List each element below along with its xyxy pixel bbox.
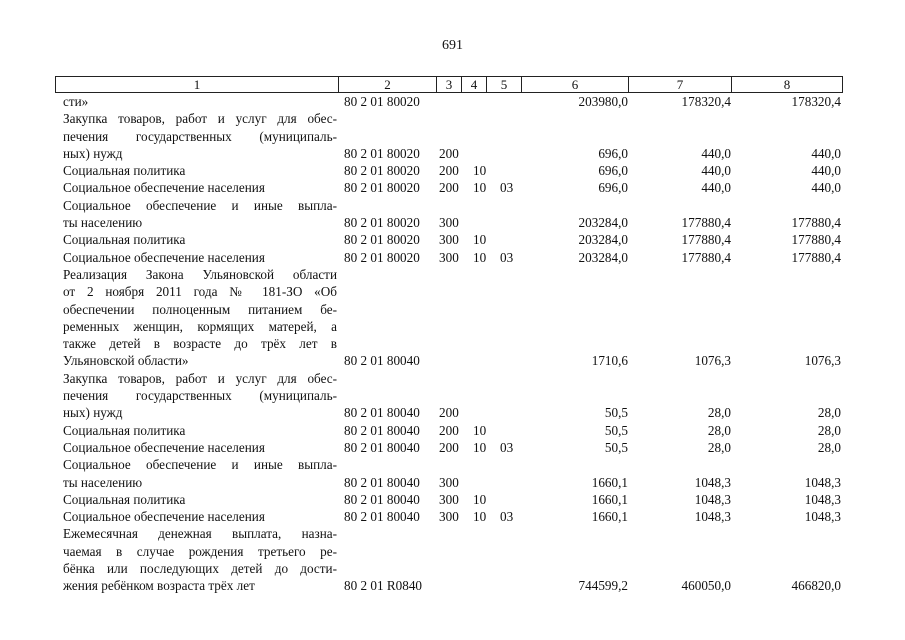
row-name [55, 266, 337, 370]
row-code: 80 2 01 80040 [344, 353, 420, 369]
row-value-col6: 1660,1 [591, 509, 628, 525]
row-value-col8: 177880,4 [791, 232, 841, 248]
table-header-row [55, 76, 843, 93]
row-value-col7: 440,0 [701, 163, 731, 179]
row-name [55, 197, 337, 232]
table-row [55, 439, 843, 456]
header-col-5: 5 [487, 77, 522, 92]
row-name-line: Социальная политика [63, 491, 186, 507]
row-code: 80 2 01 R0840 [344, 578, 423, 594]
header-col-7: 7 [629, 77, 732, 92]
row-value-col8: 1076,3 [804, 353, 841, 369]
row-value-col7: 460050,0 [681, 578, 731, 594]
row-value-col7: 440,0 [701, 180, 731, 196]
row-name-line: Социальное обеспечение населения [63, 180, 265, 196]
row-value-col8: 440,0 [811, 163, 841, 179]
row-value-col7: 1048,3 [694, 474, 731, 490]
row-value-col8: 440,0 [811, 145, 841, 161]
row-value-col7: 28,0 [707, 439, 731, 455]
row-expense-type: 300 [439, 509, 459, 525]
row-code: 80 2 01 80040 [344, 439, 420, 455]
row-expense-type: 300 [439, 232, 459, 248]
row-value-col8: 1048,3 [804, 509, 841, 525]
row-value-col8: 28,0 [817, 439, 841, 455]
row-subsection: 03 [500, 439, 514, 455]
row-name-line: Социальное обеспечение населения [63, 439, 265, 455]
row-value-col7: 177880,4 [681, 215, 731, 231]
header-col-3: 3 [437, 77, 462, 92]
row-name-line: ременных женщин, кормящих матерей, а [63, 318, 337, 334]
row-name [55, 179, 337, 196]
row-value-col6: 50,5 [604, 422, 628, 438]
row-name-line: Социальная политика [63, 232, 186, 248]
row-value-col6: 203980,0 [578, 94, 628, 109]
row-value-col7: 28,0 [707, 405, 731, 421]
row-code: 80 2 01 80040 [344, 405, 420, 421]
row-name-line: ты населению [63, 215, 143, 231]
row-name-line: ных) нужд [63, 405, 123, 421]
row-section: 10 [473, 163, 487, 179]
row-name-line: Закупка товаров, работ и услуг для обес- [63, 111, 337, 127]
table-row [55, 266, 843, 370]
row-code: 80 2 01 80020 [344, 94, 420, 109]
row-section: 10 [473, 232, 487, 248]
row-value-col6: 744599,2 [578, 578, 628, 594]
row-value-col6: 1710,6 [591, 353, 628, 369]
row-name [55, 508, 337, 525]
row-subsection: 03 [500, 509, 514, 525]
header-col-2: 2 [339, 77, 437, 92]
table-row [55, 370, 843, 422]
row-value-col8: 466820,0 [791, 578, 841, 594]
row-name-line: печения государственных (муниципаль- [63, 128, 337, 144]
header-col-8: 8 [783, 77, 791, 92]
row-value-col7: 177880,4 [681, 249, 731, 265]
row-value-col7: 440,0 [701, 145, 731, 161]
row-code: 80 2 01 80020 [344, 249, 420, 265]
row-name-line: Закупка товаров, работ и услуг для обес- [63, 370, 337, 386]
row-name-line: Социальное обеспечение населения [63, 249, 265, 265]
budget-table [55, 76, 843, 595]
row-expense-type: 300 [439, 215, 459, 231]
row-section: 10 [473, 249, 487, 265]
row-value-col6: 696,0 [598, 145, 628, 161]
row-code: 80 2 01 80020 [344, 232, 420, 248]
table-body [55, 93, 843, 595]
row-code: 80 2 01 80020 [344, 180, 420, 196]
row-expense-type: 300 [439, 249, 459, 265]
row-name [55, 439, 337, 456]
row-section: 10 [473, 491, 487, 507]
row-section: 10 [473, 180, 487, 196]
row-name-line: Социальное обеспечение и иные выпла- [63, 197, 337, 213]
row-value-col6: 696,0 [598, 180, 628, 196]
row-name-line: жения ребёнком возраста трёх лет [63, 578, 255, 594]
row-value-col8: 1048,3 [804, 474, 841, 490]
row-name-line: ты населению [63, 474, 143, 490]
row-name [55, 162, 337, 179]
row-name-line: также детей в возрасте до трёх лет в [63, 336, 337, 352]
row-section: 10 [473, 509, 487, 525]
table-row [55, 179, 843, 196]
table-row [55, 456, 843, 491]
table-row [55, 110, 843, 162]
page-number: 691 [442, 38, 463, 53]
row-value-col8: 178320,4 [791, 94, 841, 109]
row-value-col7: 1048,3 [694, 491, 731, 507]
row-name-line: ных) нужд [63, 145, 123, 161]
row-expense-type: 200 [439, 145, 459, 161]
row-code: 80 2 01 80040 [344, 474, 420, 490]
row-expense-type: 200 [439, 405, 459, 421]
row-value-col7: 1076,3 [694, 353, 731, 369]
row-name-line: Социальная политика [63, 422, 186, 438]
row-name [55, 491, 337, 508]
row-code: 80 2 01 80020 [344, 215, 420, 231]
row-name-line: Ежемесячная денежная выплата, назна- [63, 526, 337, 542]
row-section: 10 [473, 422, 487, 438]
row-value-col8: 177880,4 [791, 249, 841, 265]
row-name-line: печения государственных (муниципаль- [63, 388, 337, 404]
row-expense-type: 200 [439, 163, 459, 179]
row-value-col8: 177880,4 [791, 215, 841, 231]
row-name-line: Социальное обеспечение и иные выпла- [63, 457, 337, 473]
row-value-col6: 696,0 [598, 163, 628, 179]
row-value-col7: 177880,4 [681, 232, 731, 248]
row-value-col8: 1048,3 [804, 491, 841, 507]
row-value-col6: 1660,1 [591, 491, 628, 507]
row-expense-type: 300 [439, 474, 459, 490]
table-row [55, 525, 843, 594]
row-code: 80 2 01 80040 [344, 509, 420, 525]
row-name-line: обеспечении полноценным питанием бе- [63, 301, 337, 317]
row-value-col7: 28,0 [707, 422, 731, 438]
header-col-1: 1 [56, 77, 339, 92]
row-name-line: сти» [63, 94, 89, 109]
row-section: 10 [473, 439, 487, 455]
row-value-col8: 440,0 [811, 180, 841, 196]
row-value-col8: 28,0 [817, 405, 841, 421]
table-row [55, 422, 843, 439]
row-name-line: Реализация Закона Ульяновской области [63, 266, 337, 282]
row-name [55, 456, 337, 491]
row-name-line: от 2 ноября 2011 года № 181-ЗО «Об [63, 284, 337, 300]
table-row [55, 197, 843, 232]
table-row [55, 231, 843, 248]
row-value-col6: 50,5 [604, 405, 628, 421]
row-value-col7: 178320,4 [681, 94, 731, 109]
row-value-col8: 28,0 [817, 422, 841, 438]
row-value-col6: 203284,0 [578, 249, 628, 265]
row-value-col6: 1660,1 [591, 474, 628, 490]
row-name-line: Ульяновской области» [63, 353, 189, 369]
header-col-4: 4 [462, 77, 487, 92]
row-name-line: Социальное обеспечение населения [63, 509, 265, 525]
row-value-col6: 50,5 [604, 439, 628, 455]
row-code: 80 2 01 80040 [344, 491, 420, 507]
row-name [55, 93, 337, 110]
row-code: 80 2 01 80020 [344, 145, 420, 161]
row-name [55, 110, 337, 162]
row-name [55, 249, 337, 266]
row-name-line: чаемая в случае рождения третьего ре- [63, 543, 337, 559]
row-code: 80 2 01 80020 [344, 163, 420, 179]
table-row [55, 249, 843, 266]
row-name-line: бёнка или последующих детей до дости- [63, 561, 337, 577]
table-row [55, 508, 843, 525]
row-expense-type: 200 [439, 439, 459, 455]
row-value-col6: 203284,0 [578, 215, 628, 231]
table-row [55, 162, 843, 179]
row-value-col6: 203284,0 [578, 232, 628, 248]
row-name-line: Социальная политика [63, 163, 186, 179]
row-expense-type: 300 [439, 491, 459, 507]
row-name [55, 370, 337, 422]
row-expense-type: 200 [439, 422, 459, 438]
row-name [55, 231, 337, 248]
row-code: 80 2 01 80040 [344, 422, 420, 438]
row-expense-type: 200 [439, 180, 459, 196]
table-row [55, 93, 843, 110]
row-subsection: 03 [500, 249, 514, 265]
row-name [55, 525, 337, 594]
row-name [55, 422, 337, 439]
row-subsection: 03 [500, 180, 514, 196]
row-value-col7: 1048,3 [694, 509, 731, 525]
header-col-6: 6 [522, 77, 629, 92]
table-row [55, 491, 843, 508]
